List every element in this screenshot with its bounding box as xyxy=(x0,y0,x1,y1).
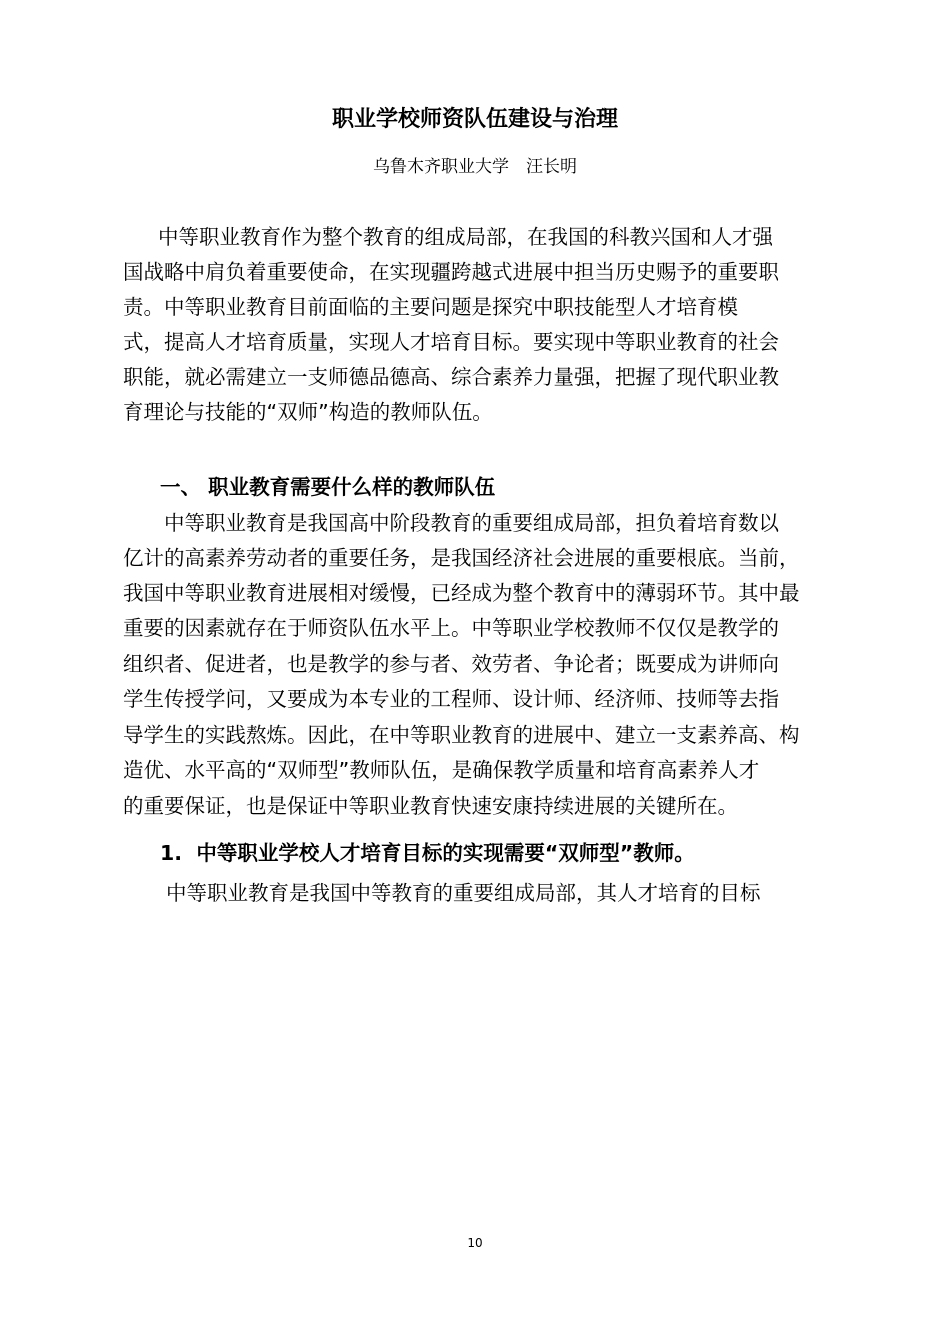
document-title: 职业学校师资队伍建设与治理 xyxy=(331,107,618,132)
section-line: 学生传授学问，又要成为本专业的工程师、设计师、经济师、技师等去指 xyxy=(123,687,779,711)
intro-line: 责。中等职业教育目前面临的主要问题是探究中职技能型人才培育模 xyxy=(123,295,738,319)
section-line: 的重要保证，也是保证中等职业教育快速安康持续进展的关键所在。 xyxy=(123,794,738,818)
section-line: 我国中等职业教育进展相对缓慢，已经成为整个教育中的薄弱环节。其中最 xyxy=(123,581,800,605)
intro-line: 国战略中肩负着重要使命，在实现疆跨越式进展中担当历史赐予的重要职 xyxy=(123,260,779,284)
page-number: 10 xyxy=(467,1236,483,1250)
section-line: 亿计的高素养劳动者的重要任务，是我国经济社会进展的重要根底。当前， xyxy=(123,546,800,570)
section-heading: 一、 职业教育需要什么样的教师队伍 xyxy=(160,475,496,499)
intro-line: 育理论与技能的“双师”构造的教师队伍。 xyxy=(123,400,493,424)
subsection-line: 中等职业教育是我国中等教育的重要组成局部，其人才培育的目标 xyxy=(166,881,761,905)
section-line: 造优、水平高的“双师型”教师队伍，是确保教学质量和培育高素养人才 xyxy=(123,758,760,782)
author-line: 乌鲁木齐职业大学 汪长明 xyxy=(373,157,577,177)
section-line: 重要的因素就存在于师资队伍水平上。中等职业学校教师不仅仅是教学的 xyxy=(123,616,779,640)
section-line: 导学生的实践熬炼。因此，在中等职业教育的进展中、建立一支素养高、构 xyxy=(123,723,800,747)
intro-line: 式，提高人才培育质量，实现人才培育目标。要实现中等职业教育的社会 xyxy=(123,330,779,354)
intro-line: 中等职业教育作为整个教育的组成局部，在我国的科教兴国和人才强 xyxy=(158,225,773,249)
subsection-heading: 1. 中等职业学校人才培育目标的实现需要“双师型”教师。 xyxy=(160,841,695,865)
section-line: 中等职业教育是我国高中阶段教育的重要组成局部，担负着培育数以 xyxy=(164,511,779,535)
section-line: 组织者、促进者，也是教学的参与者、效劳者、争论者；既要成为讲师向 xyxy=(123,652,779,676)
intro-line: 职能，就必需建立一支师德品德高、综合素养力量强，把握了现代职业教 xyxy=(123,365,779,389)
